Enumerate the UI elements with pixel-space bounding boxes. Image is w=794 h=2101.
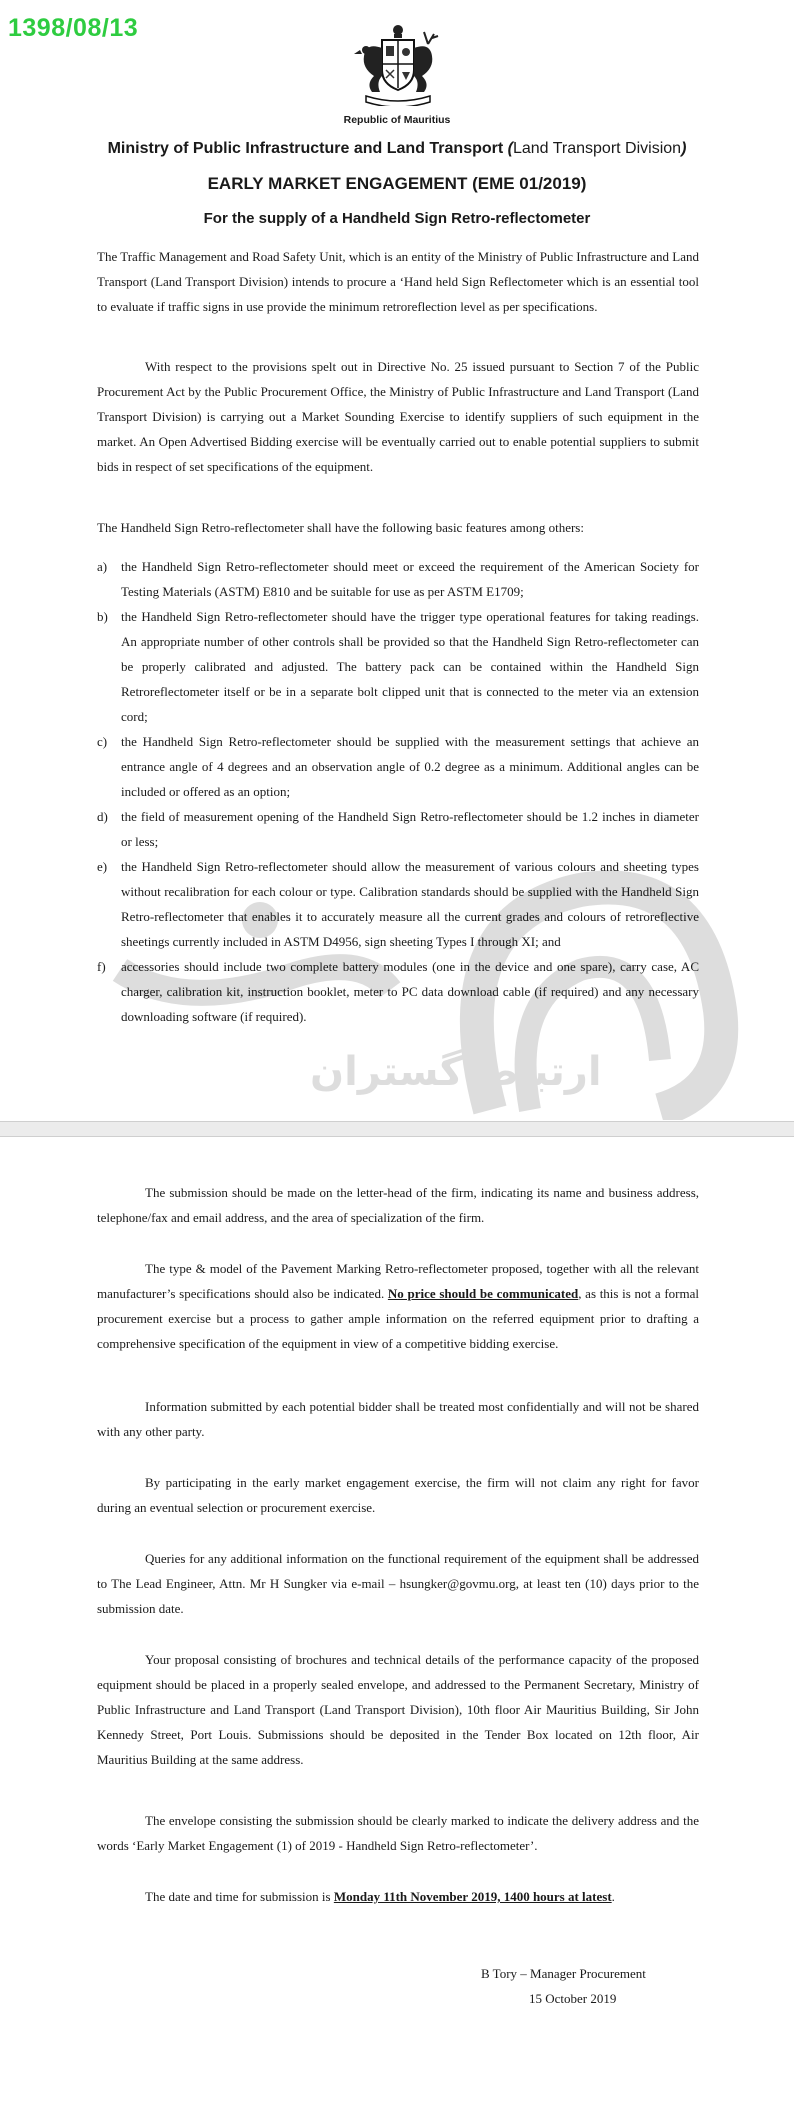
list-item-text: the Handheld Sign Retro-reflectometer should be supplied with the measurement settings that achieve an entrance angle of 4 degrees and an observation angle of 0.2 degree as a minimum. Additional angles can be included or offered as an option; xyxy=(121,734,699,799)
list-marker: e) xyxy=(97,859,108,874)
ministry-open-paren: ( xyxy=(507,140,513,157)
submission-paragraph-3: Information submitted by each potential bidder shall be treated most confidentially and will not be shared with any other party. xyxy=(97,1399,699,1439)
intro-paragraph-2: With respect to the provisions spelt out in Directive No. 25 issued pursuant to Section 7 of the Public Procurement Act by the Public Procurement Office, the Ministry of Public Infrastructure and Land Transport (Land Transport Division) is carrying out a Market Sounding Exercise to identify suppliers of such equipment in the market. An Open Advertised Bidding exercise will be eventually carried out to enable potential suppliers to submit bids in respect of set specifications of the equipment. xyxy=(97,359,699,474)
list-item xyxy=(97,604,699,729)
watermark-text: ارتباط گستران xyxy=(310,1049,602,1095)
submission-paragraph-7: The envelope consisting the submission should be clearly marked to indicate the delivery address and the words ‘Early Market Engagement (1) of 2019 - Handheld Sign Retro-reflectometer’. xyxy=(97,1813,699,1853)
deadline-text: The date and time for submission is xyxy=(145,1889,334,1904)
list-marker: c) xyxy=(97,734,108,749)
list-item xyxy=(97,804,699,854)
list-item xyxy=(97,729,699,804)
list-marker: f) xyxy=(97,959,106,974)
features-list xyxy=(97,554,699,1029)
ministry-heading xyxy=(0,140,794,158)
deadline-end: . xyxy=(611,1889,615,1904)
republic-label: Republic of Mauritius xyxy=(343,114,451,126)
submission-paragraph-4: By participating in the early market engagement exercise, the firm will not claim any right for favor during an eventual selection or procurement exercise. xyxy=(97,1475,699,1515)
list-item xyxy=(97,854,699,954)
list-item-text: the Handheld Sign Retro-reflectometer should allow the measurement of various colours and sheeting types without recalibration for each colour or type. Calibration standards should be supplied with the Handheld Sign Retro-reflectometer that enables it to accurately measure all the current grades and colours of retroreflective sheetings currently included in ASTM D4956, sign sheeting Types I through XI; and xyxy=(121,859,699,949)
deadline-date: Monday 11th November 2019, 1400 hours at latest xyxy=(333,1889,612,1904)
submission-paragraph-6: Your proposal consisting of brochures and technical details of the performance capacity of the proposed equipment should be placed in a properly sealed envelope, and addressed to the Permanent Secretary, Ministry of Public Infrastructure and Land Transport (Land Transport Division), 10th floor Air Mauritius Building, Sir John Kennedy Street, Port Louis. Submissions should be deposited in the Tender Box located on 12th floor, Air Mauritius Building at the same address. xyxy=(97,1652,699,1767)
list-item xyxy=(97,954,699,1029)
document-title: EARLY MARKET ENGAGEMENT (EME 01/2019) xyxy=(207,174,587,193)
submission-p2-rest: , as this is not a formal procurement exercise but a process to gather ample information on the referred equipment prior to drafting a comprehensive specification of the equipment in view of a competitive bidding exercise. xyxy=(97,1286,699,1351)
signature-date: 15 October 2019 xyxy=(529,1991,617,2006)
date-stamp: 1398/08/13 xyxy=(8,14,139,42)
coat-of-arms-icon xyxy=(352,22,444,106)
submission-paragraph-1: The submission should be made on the letter-head of the firm, indicating its name and business address, telephone/fax and email address, and the area of specialization of the firm. xyxy=(97,1185,699,1225)
intro-paragraph-1: The Traffic Management and Road Safety Unit, which is an entity of the Ministry of Public Infrastructure and Land Transport (Land Transport Division) intends to procure a ‘Hand held Sign Reflectometer which is an essential tool to evaluate if traffic signs in use provide the minimum retroreflection level as per specifications. xyxy=(97,249,699,314)
list-item-text: the field of measurement opening of the Handheld Sign Retro-reflectometer should be 1.2 inches in diameter or less; xyxy=(121,809,699,849)
signatory-name: B Tory – Manager Procurement xyxy=(481,1966,646,1981)
no-price-notice: No price should be communicated xyxy=(387,1286,579,1301)
ministry-close-paren: ) xyxy=(681,140,687,157)
document-page-2 xyxy=(0,1136,794,2101)
list-item-text: the Handheld Sign Retro-reflectometer should meet or exceed the requirement of the American Society for Testing Materials (ASTM) E810 and be suitable for use as per ASTM E1709; xyxy=(121,559,699,599)
submission-paragraph-2 xyxy=(97,1256,699,1356)
submission-p2-text: The type & model of the Pavement Marking Retro-reflectometer proposed, together with all the relevant manufacturer’s specifications should also be indicated. xyxy=(97,1261,699,1301)
ministry-name: Ministry of Public Infrastructure and Land Transport xyxy=(107,140,508,157)
ministry-division: Land Transport Division xyxy=(512,140,682,157)
list-item-text: the Handheld Sign Retro-reflectometer should have the trigger type operational features for taking readings. An appropriate number of other controls shall be provided so that the Handheld Sign Retro-reflectometer can be properly calibrated and adjusted. The battery pack can be contained within the Handheld Sign Retroreflectometer itself or be in a separate bolt clipped unit that is connected to the meter via an extension cord; xyxy=(121,609,699,724)
submission-paragraph-5: Queries for any additional information on the functional requirement of the equipment shall be addressed to The Lead Engineer, Attn. Mr H Sungker via e-mail – hsungker@govmu.org, at least ten (10) days prior to the submission date. xyxy=(97,1551,699,1616)
list-item xyxy=(97,554,699,604)
list-item-text: accessories should include two complete battery modules (one in the device and one spare), carry case, AC charger, calibration kit, instruction booklet, meter to PC data download cable (if required) and any necessary downloading software (if required). xyxy=(121,959,699,1024)
document-subtitle: For the supply of a Handheld Sign Retro-reflectometer xyxy=(203,210,591,227)
list-marker: b) xyxy=(97,609,108,624)
list-marker: d) xyxy=(97,809,108,824)
list-marker: a) xyxy=(97,559,108,574)
submission-deadline xyxy=(97,1884,699,1909)
features-intro: The Handheld Sign Retro-reflectometer shall have the following basic features among others: xyxy=(97,520,584,535)
